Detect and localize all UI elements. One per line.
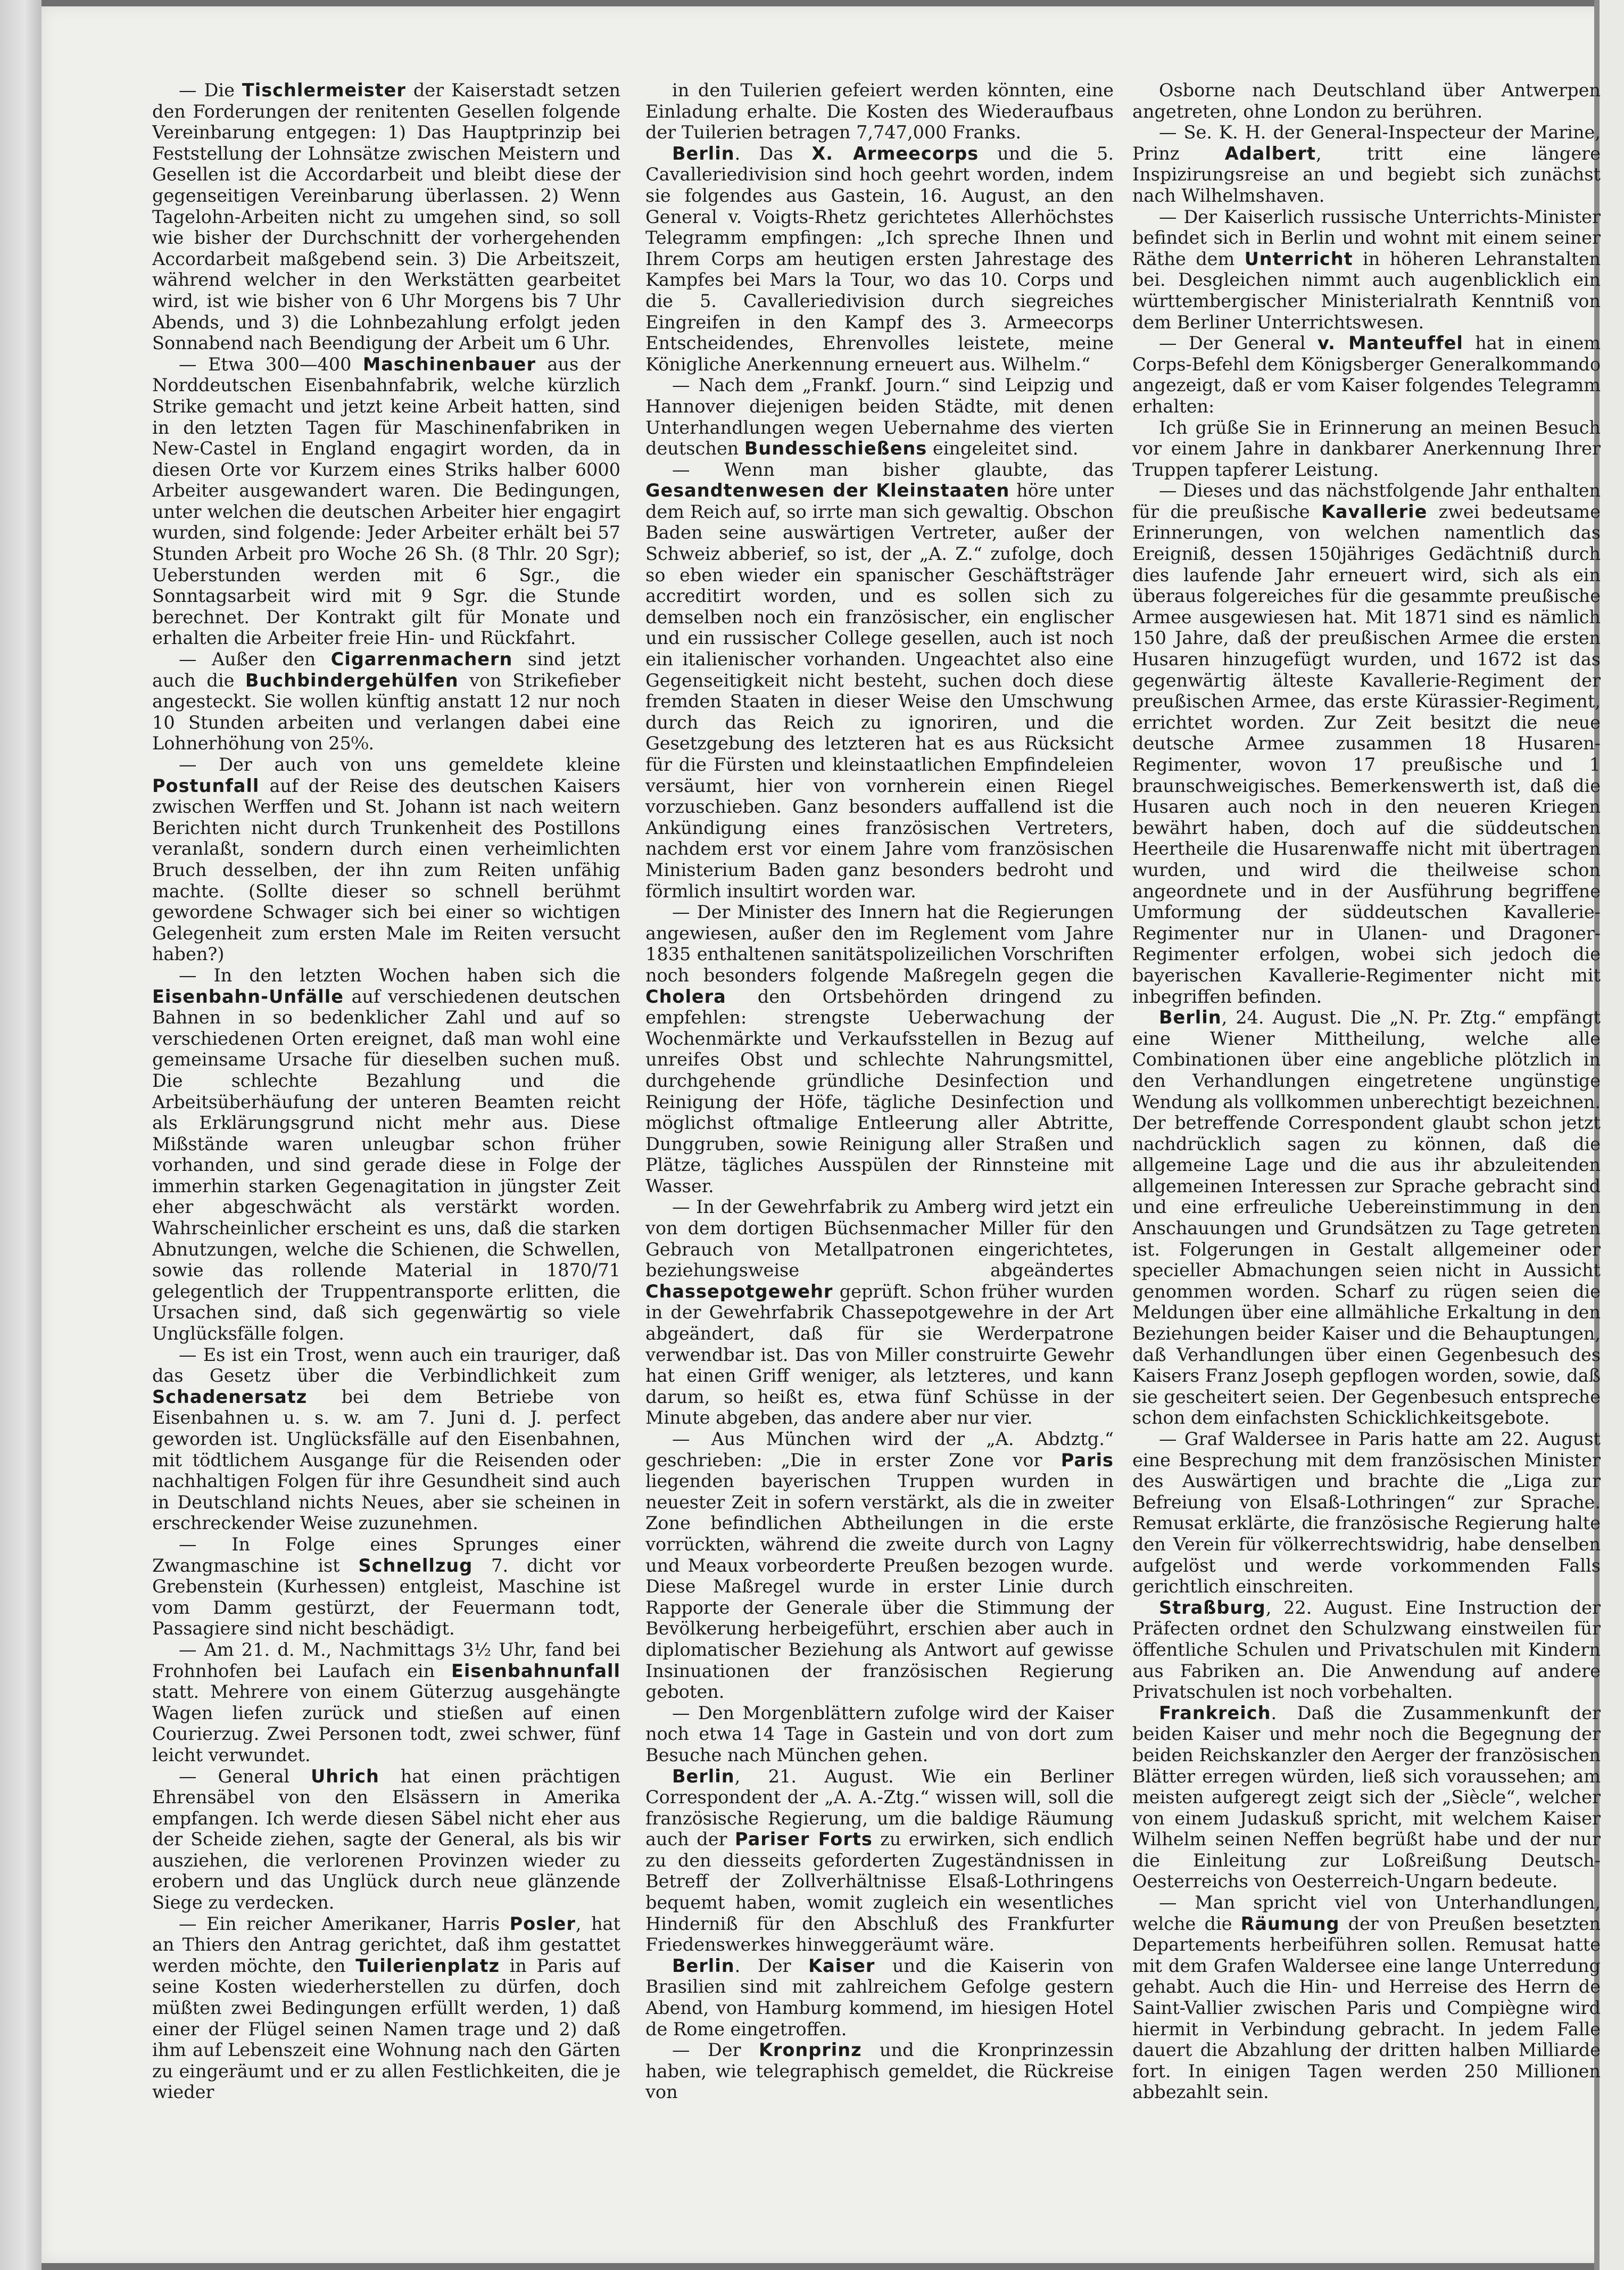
keyword: Gesandtenwesen der Kleinstaaten	[645, 480, 1010, 501]
keyword: Cholera	[645, 986, 726, 1007]
paragraph	[1132, 207, 1601, 333]
keyword: Buchbindergehülfen	[245, 670, 459, 691]
paragraph	[645, 2040, 1114, 2103]
text-run: . Daß die Zusammenkunft der beiden Kaiser und mehr noch die Begegnung der beiden Reichskanzler den Aerger der französischen Blätter erregen würden, ließ sich voraussehen; am meisten aufgeregt zeigt sich der „Siècle“, welcher von einem Judaskuß spricht, mit welchem Kaiser Wilhelm seinen Neffen begrüßt habe und der nur die Einleitung zur Loßreißung Deutsch-Oesterreichs von Oesterreich-Ungarn bedeute.	[1132, 1702, 1601, 1892]
text-run: . Das	[734, 143, 812, 164]
paragraph	[645, 1703, 1114, 1766]
text-run: — Außer den	[179, 649, 331, 670]
paragraph	[152, 354, 620, 649]
column-2	[645, 80, 1114, 2241]
keyword: Paris	[1060, 1449, 1114, 1471]
paragraph	[152, 754, 620, 965]
column-1	[152, 80, 620, 2241]
scan-left-edge	[0, 0, 42, 2270]
paragraph	[1132, 80, 1601, 122]
keyword: Kronprinz	[758, 2040, 862, 2061]
column-3	[1132, 80, 1601, 2241]
paragraph	[645, 1429, 1114, 1703]
keyword: Eisenbahnunfall	[451, 1660, 620, 1681]
paragraph	[152, 1913, 620, 2103]
text-run: , 21. August. Wie ein Berliner Correspondent der „A. A.-Ztg.“ wissen will, soll die französische Regierung, um die baldige Räumung auch der	[645, 1765, 1114, 1850]
text-run: Ich grüße Sie in Erinnerung an meinen Besuch vor einem Jahre in dankbarer Anerkennung Ihrer Truppen tapferer Leistung.	[1132, 417, 1601, 480]
paragraph	[152, 80, 620, 354]
keyword: v. Manteuffel	[1317, 333, 1463, 354]
keyword: Straßburg	[1159, 1597, 1266, 1618]
text-run: , 22. August. Eine Instruction der Präfecten ordnet den Schulzwang einstweilen für öffentliche Schulen und Privatschulen mit Kindern aus Fabriken an. Die Anwendung auf andere Privatschulen ist noch vorbehalten.	[1132, 1597, 1601, 1703]
paragraph	[152, 1534, 620, 1639]
text-run: in den Tuilerien gefeiert werden könnten, eine Einladung erhalte. Die Kosten des Wiederaufbaus der Tuilerien betragen 7,747,000 Franks.	[645, 80, 1114, 143]
text-run: — In der Gewehrfabrik zu Amberg wird jetzt ein von dem dortigen Büchsenmacher Miller für den Gebrauch von Metallpatronen eingerichtetes, beziehungsweise abgeändertes	[645, 1196, 1114, 1281]
keyword: Berlin	[672, 1765, 735, 1787]
keyword: Pariser Forts	[734, 1829, 873, 1850]
text-run: zu erwirken, sich endlich zu den diesseits geforderten Zugeständnissen in Betreff der Zollverhältnisse Elsaß-Lothringens bequemt haben, womit zugleich ein wesentliches Hinderniß für den Abschluß des Frankfurter Friedenswerkes hinweggeräumt wäre.	[645, 1829, 1114, 1955]
text-run: — Der auch von uns gemeldete kleine	[179, 754, 620, 775]
keyword: Maschinenbauer	[362, 353, 536, 375]
text-run: — Dieses und das nächstfolgende Jahr enthalten für die preußische	[1132, 480, 1601, 522]
keyword: Chassepotgewehr	[645, 1281, 833, 1302]
paragraph	[1132, 1007, 1601, 1429]
text-run: der von Preußen besetzten Departements herbeiführen sollen. Remusat hatte mit dem Grafen Waldersee eine lange Unterredung gehabt. Auch die Hin- und Herreise des Herrn de Saint-Vallier zwischen Paris und Compiègne wird hiermit in Verbindung gebracht. In jedem Falle dauert die Abzahlung der dritten halben Milliarde fort. In einigen Tagen werden 250 Millionen abbezahlt sein.	[1132, 1913, 1601, 2103]
paragraph	[1132, 1892, 1601, 2103]
paragraph	[152, 1766, 620, 1913]
keyword: Räumung	[1240, 1913, 1340, 1934]
text-run: sind jetzt auch die	[152, 649, 620, 691]
text-run: — Wenn man bisher glaubte, das	[672, 459, 1114, 480]
text-run: geprüft. Schon früher wurden in der Gewehrfabrik Chassepotgewehre in der Art abgeändert, daß für sie Werderpatrone verwendbar ist. Das von Miller construirte Gewehr hat einen Griff weniger, als letzteres, und kann darum, so heißt es, etwa fünf Schüsse in der Minute abgeben, das andere aber nur vier.	[645, 1281, 1114, 1429]
text-run: — Graf Waldersee in Paris hatte am 22. August eine Besprechung mit dem französischen Minister des Auswärtigen und brachte die „Liga zur Befreiung von Elsaß-Lothringen“ zur Sprache. Remusat erklärte, die französische Regierung halte den Verein für völkerrechtswidrig, habe denselben aufgelöst und werde vorkommenden Falls gerichtlich einschreiten.	[1132, 1429, 1601, 1597]
text-run: , hat an Thiers den Antrag gerichtet, daß ihm gestattet werden möchte, den	[152, 1913, 620, 1976]
text-run: — Nach dem „Frankf. Journ.“ sind Leipzig und Hannover diejenigen beiden Städte, mit denen Unterhandlungen wegen Uebernahme des vierten deutschen	[645, 375, 1114, 459]
text-run: bei dem Betriebe von Eisenbahnen u. s. w. am 7. Juni d. J. perfect geworden ist. Unglücksfälle auf den Eisenbahnen, mit tödtlichem Ausgange für die Reisenden oder nachhaltigen Folgen für ihre Gesundheit sind auch in Deutschland nichts Neues, aber sie scheinen in erschreckender Weise zuzunehmen.	[152, 1386, 620, 1534]
keyword: Berlin	[672, 143, 735, 164]
keyword: Bundesschießens	[744, 438, 927, 459]
text-run: Osborne nach Deutschland über Antwerpen angetreten, ohne London zu berühren.	[1132, 80, 1601, 122]
paragraph	[152, 1639, 620, 1766]
keyword: Schadenersatz	[152, 1386, 308, 1407]
text-run: aus der Norddeutschen Eisenbahnfabrik, welche kürzlich Strike gemacht und jetzt keine Arbeit hatten, sind in den letzten Tagen für Maschinenfabriken in New-Castel in England engagirt worden, da in diesen Orte vor Kurzem eines Striks halber 6000 Arbeiter ausgewandert waren. Die Bedingungen, unter welchen die deutschen Arbeiter hier engagirt wurden, sind folgende: Jeder Arbeiter erhält bei 57 Stunden Arbeit pro Woche 26 Sh. (8 Thlr. 20 Sgr); Ueberstunden werden mit 6 Sgr., die Sonntagsarbeit wird mit 9 Sgr. die Stunde berechnet. Der Kontrakt gilt für Monate und erhalten die Arbeiter freie Hin- und Rückfahrt.	[152, 353, 620, 649]
text-run: — Den Morgenblättern zufolge wird der Kaiser noch etwa 14 Tage in Gastein und von dort zum Besuche nach München gehen.	[645, 1702, 1114, 1765]
text-run: liegenden bayerischen Truppen wurden in neuester Zeit in sofern verstärkt, als die in zweiter Zone befindlichen Abtheilungen in die erste vorrückten, während die zweite durch von Lagny und Meaux vorbeorderte Preußen bezogen wurde. Diese Maßregel wurde in erster Linie durch Rapporte der Generale über die Stimmung der Bevölkerung herbeigeführt, erschien aber auch in diplomatischer Beziehung als Antwort auf gewisse Insinuationen der französischen Regierung geboten.	[645, 1471, 1114, 1703]
text-run: den Ortsbehörden dringend zu empfehlen: strengste Ueberwachung der Wochenmärkte und Verkaufsstellen in Bezug auf unreifes Obst und schlechte Nahrungsmittel, durchgehende gründliche Desinfection und Reinigung der Höfe, tägliche Desinfection und möglichst oftmalige Entleerung aller Abtritte, Dunggruben, sowie Reinigung aller Straßen und Plätze, tägliches Ausspülen der Rinnsteine mit Wasser.	[645, 986, 1114, 1196]
text-run: , 24. August. Die „N. Pr. Ztg.“ empfängt eine Wiener Mittheilung, welche alle Combinationen über eine angebliche plötzlich in den Verhandlungen eingetretene ungünstige Wendung als vollkommen unberechtigt bezeichnen. Der betreffende Correspondent glaubt schon jetzt nachdrücklich sagen zu können, daß die allgemeine Lage und die aus ihr abzuleitenden allgemeinen Interessen zur Sprache gebracht sind und eine erfreuliche Uebereinstimmung in den Anschauungen und Grundsätzen zu Tage getreten ist. Folgerungen in Gestalt allgemeiner oder specieller Abmachungen seien nicht in Aussicht genommen worden. Scharf zu rügen seien die Meldungen über eine allmähliche Erkaltung in den Beziehungen beider Kaiser und die Behauptungen, daß Verhandlungen über einen Gegenbesuch des Kaisers Franz Joseph gepflogen worden, sowie, daß sie gescheitert seien. Der Gegenbesuch entspreche schon dem einfachsten Schicklichkeitsgebote.	[1132, 1007, 1601, 1429]
paragraph	[645, 143, 1114, 375]
paragraph	[1132, 417, 1601, 481]
text-run: in Paris auf seine Kosten wiederherstellen zu dürfen, doch müßten zwei Bedingungen erfüllt werden, 1) daß einer der Flügel seinen Namen trage und 2) daß ihm auf Lebenszeit eine Wohnung nach den Gärten zu eingeräumt und er zu allen Festlichkeiten, die je wieder	[152, 1955, 620, 2103]
text-run: — Der	[672, 2040, 759, 2061]
text-run: 7. dicht vor Grebenstein (Kurhessen) entgleist, Maschine ist vom Damm gestürzt, der Feuermann todt, Passagiere sind nicht beschädigt.	[152, 1555, 620, 1639]
paragraph	[152, 649, 620, 754]
text-run: — Aus München wird der „A. Abdztg.“ geschrieben: „Die in erster Zone vor	[645, 1429, 1114, 1471]
text-run: eingeleitet sind.	[927, 438, 1079, 459]
text-run: hat einen prächtigen Ehrensäbel von den Elsässern in Amerika empfangen. Ich werde diesen Säbel nicht eher aus der Scheide ziehen, sagte der General, als bis wir ausziehen, die verlorenen Provinzen wieder zu erobern und das Unglück durch neue glänzende Siege zu verdecken.	[152, 1765, 620, 1913]
keyword: Unterricht	[1244, 248, 1353, 269]
paragraph	[1132, 122, 1601, 206]
keyword: Uhrich	[311, 1765, 379, 1787]
text-run: — Der Kaiserlich russische Unterrichts-Minister befindet sich in Berlin und wohnt mit einem seiner Räthe dem	[1132, 206, 1601, 269]
text-run: — Am 21. d. M., Nachmittags 3¹⁄₂ Uhr, fand bei Frohnhofen bei Laufach ein	[152, 1639, 620, 1681]
text-run: — General	[179, 1765, 311, 1787]
keyword: Kaiser	[808, 1955, 875, 1976]
keyword: Tuilerienplatz	[355, 1955, 500, 1976]
text-run: — Es ist ein Trost, wenn auch ein trauriger, daß das Gesetz über die Verbindlichkeit zum	[152, 1344, 620, 1386]
text-run: statt. Mehrere von einem Güterzug ausgehängte Wagen liefen zurück und stießen auf einen Courierzug. Zwei Personen todt, zwei schwer, fünf leicht verwundet.	[152, 1681, 620, 1765]
paragraph	[645, 902, 1114, 1196]
text-run: in höheren Lehranstalten bei. Desgleichen nimmt auch augenblicklich ein württembergischer Ministerialrath Kenntniß von dem Berliner Unterrichtswesen.	[1132, 248, 1601, 333]
text-run: und die Kronprinzessin haben, wie telegraphisch gemeldet, die Rückreise von	[645, 2040, 1114, 2103]
paragraph	[645, 1766, 1114, 1955]
text-run: — Etwa 300—400	[179, 353, 363, 375]
keyword: Berlin	[1159, 1007, 1222, 1028]
paragraph	[645, 459, 1114, 902]
keyword: Berlin	[672, 1955, 735, 1976]
text-run: — Der Minister des Innern hat die Regierungen angewiesen, außer den im Reglement vom Jahre 1835 enthaltenen sanitätspolizeilichen Vorschriften noch besonders folgende Maßregeln gegen die	[645, 902, 1114, 986]
text-run: zwei bedeutsame Erinnerungen, von welchen namentlich das Ereigniß, dessen 150jähriges Gedächtniß durch dies laufende Jahr erneuert wird, sich als ein überaus folgereiches für die gesammte preußische Armee ausgewiesen hat. Mit 1871 sind es nämlich 150 Jahre, daß der preußischen Armee die ersten Husaren hinzugefügt wurden, und 1672 ist das gegenwärtig älteste Kavallerie-Regiment der preußischen Armee, das erste Kürassier-Regiment, errichtet worden. Zur Zeit besitzt die neue deutsche Armee zusammen 18 Husaren-Regimenter, wovon 17 preußische und 1 braunschweigisches. Bemerkenswerth ist, daß die Husaren auch noch in den neueren Kriegen bewährt haben, doch auf die süddeutschen Heertheile die Husarenwaffe nicht mit übertragen wurden, und wird die theilweise schon angeordnete und in der Ausführung begriffene Umformung der süddeutschen Kavallerie-Regimenter nur in Ulanen- und Dragoner-Regimenter erfolgen, wobei sich jedoch die bayerischen Kavallerie-Regimenter nicht mit inbegriffen befinden.	[1132, 501, 1601, 1007]
text-run: — Die	[179, 80, 242, 101]
keyword: Tischlermeister	[242, 80, 406, 101]
keyword: Postunfall	[152, 775, 260, 796]
paragraph	[152, 1344, 620, 1534]
text-run: auf verschiedenen deutschen Bahnen in so bedenklicher Zahl und auf so verschiedenen Orten ereignet, daß man wohl eine gemeinsame Ursache für dieselben suchen muß. Die schlechte Bezahlung und die Arbeitsüberhäufung der unteren Beamten reicht als Erklärungsgrund nicht mehr aus. Diese Mißstände waren unleugbar schon früher vorhanden, und sind gerade diese in Folge der immerhin starken Gegenagitation in jüngster Zeit eher abgeschwächt als verstärkt worden. Wahrscheinlicher erscheint es uns, daß die starken Abnutzungen, welche die Schienen, die Schwellen, sowie das rollende Material in 1870/71 gelegentlich der Truppentransporte erlitten, die Ursachen sind, daß sich gegenwärtig so viele Unglücksfälle folgen.	[152, 986, 620, 1344]
keyword: Adalbert	[1224, 143, 1316, 164]
paragraph	[1132, 1597, 1601, 1703]
paragraph	[645, 80, 1114, 143]
paragraph	[645, 1196, 1114, 1429]
keyword: X. Armeecorps	[811, 143, 979, 164]
keyword: Kavallerie	[1321, 501, 1428, 522]
text-run: — Ein reicher Amerikaner, Harris	[179, 1913, 510, 1934]
keyword: Eisenbahn-Unfälle	[152, 986, 344, 1007]
paragraph	[645, 375, 1114, 459]
text-run: — In den letzten Wochen haben sich die	[179, 964, 620, 986]
text-run: und die 5. Cavalleriedivision sind hoch geehrt worden, indem sie folgendes aus Gastein, 16. August, an den General v. Voigts-Rhetz gerichtetes Allerhöchstes Telegramm empfingen: „Ich spreche Ihnen und Ihrem Corps am heutigen ersten Jahrestage des Kampfes bei Mars la Tour, wo das 10. Corps und die 5. Cavalleriedivision durch siegreiches Eingreifen in den Kampf des 3. Armeecorps Entscheidendes, Ehrenvolles leistete, meine Königliche Anerkennung erneuert aus. Wilhelm.“	[645, 143, 1114, 375]
paragraph	[645, 1955, 1114, 2040]
text-run: — Der General	[1159, 333, 1318, 354]
keyword: Schnellzug	[358, 1555, 473, 1576]
paragraph	[152, 965, 620, 1344]
text-run: . Der	[734, 1955, 809, 1976]
text-run: höre unter dem Reich auf, so irrte man sich gewaltig. Obschon Baden seine auswärtigen Vertreter, außer der Schweiz abberief, so ist, der „A. Z.“ zufolge, doch so eben wieder ein spanischer Geschäftsträger accreditirt worden, und es sollen sich zu demselben noch ein französischer, ein englischer und ein russischer College gesellen, auch ist noch ein italienischer vorhanden. Ungeachtet also eine Gegenseitigkeit nicht besteht, suchen doch diese fremden Staaten in dieser Weise den Umschwung durch das Reich zu ignoriren, und die Gesetzgebung des letzteren hat es aus Rücksicht für die Fürsten und kleinstaatlichen Empfindeleien versäumt, hier von vornherein einen Riegel vorzuschieben. Ganz besonders auffallend ist die Ankündigung eines französischen Vertreters, nachdem erst vor einem Jahre vom französischen Ministerium Baden ganz besonders bedroht und förmlich insultirt worden war.	[645, 480, 1114, 902]
keyword: Frankreich	[1159, 1702, 1271, 1723]
text-run: von Strikefieber angesteckt. Sie wollen künftig anstatt 12 nur noch 10 Stunden arbeiten und verlangen dabei eine Lohnerhöhung von 25⁰⁄₀.	[152, 670, 620, 754]
paragraph	[1132, 1703, 1601, 1892]
text-run: und die Kaiserin von Brasilien sind mit zahlreichem Gefolge gestern Abend, von Hamburg kommend, im hiesigen Hotel de Rome eingetroffen.	[645, 1955, 1114, 2040]
paragraph	[1132, 1429, 1601, 1597]
text-run: der Kaiserstadt setzen den Forderungen der renitenten Gesellen folgende Vereinbarung entgegen: 1) Das Hauptprinzip bei Feststellung der Lohnsätze zwischen Meistern und Gesellen ist die Accordarbeit und bleibt diese der gegenseitigen Vereinbarung überlassen. 2) Wenn Tagelohn-Arbeiten nicht zu umgehen sind, so soll wie bisher der Durchschnitt der vorhergehenden Accordarbeit maßgebend sein. 3) Die Arbeitszeit, während welcher in den Werkstätten gearbeitet wird, ist wie bisher von 6 Uhr Morgens bis 7 Uhr Abends, und 3) die Lohnbezahlung erfolgt jeden Sonnabend nach Beendigung der Arbeit um 6 Uhr.	[152, 80, 620, 354]
text-run: — Se. K. H. der General-Inspecteur der Marine, Prinz	[1132, 122, 1601, 164]
paragraph	[1132, 333, 1601, 417]
text-run: — In Folge eines Sprunges einer Zwangmaschine ist	[152, 1533, 620, 1576]
keyword: Posler	[509, 1913, 576, 1934]
paragraph	[1132, 480, 1601, 1007]
keyword: Cigarrenmachern	[330, 649, 513, 670]
text-run: hat in einem Corps-Befehl dem Königsberger Generalkommando angezeigt, daß er vom Kaiser folgendes Telegramm erhalten:	[1132, 333, 1601, 417]
text-run: auf der Reise des deutschen Kaisers zwischen Werffen und St. Johann ist nach weitern Berichten nicht durch Trunkenheit des Postillons veranlaßt, sondern durch einen verheimlichten Bruch desselben, der ihn zum Reiten unfähig machte. (Sollte dieser so schnell berühmt gewordene Schwager sich bei einer so wichtigen Gelegenheit zum ersten Male im Reiten versucht haben?)	[152, 775, 620, 965]
text-run: — Man spricht viel von Unterhandlungen, welche die	[1132, 1892, 1601, 1934]
text-run: , tritt eine längere Inspizirungsreise an und begiebt sich zunächst nach Wilhelmshaven.	[1132, 143, 1601, 206]
